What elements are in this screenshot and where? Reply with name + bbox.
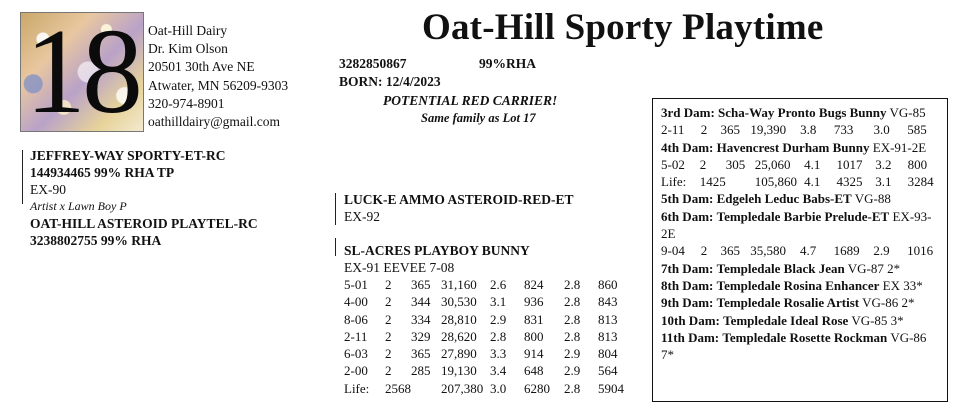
- ancestor-score: VG-88: [854, 191, 891, 207]
- ancestor-records: [661, 121, 941, 138]
- record-cell: 2.8: [564, 294, 581, 310]
- record-cell: 5904: [598, 380, 624, 396]
- record-cell: 1016: [907, 243, 934, 259]
- dam-sire-rule: [335, 193, 336, 225]
- dam-sire-score: EX-92: [344, 209, 380, 224]
- record-cell: 105,860: [754, 174, 797, 190]
- record-cell: 3.0: [873, 122, 890, 138]
- dam-score: EX-91 EEVEE 7-08: [344, 260, 455, 275]
- record-cell: 5-02: [661, 156, 685, 172]
- ancestor-dam: [661, 208, 941, 243]
- record-cell: 843: [598, 294, 618, 310]
- record-cell: 19,130: [441, 363, 477, 379]
- record-cell: 2568: [385, 380, 411, 396]
- record-cell: 329: [411, 328, 431, 344]
- record-cell: 3.4: [490, 363, 507, 379]
- record-cell: [411, 380, 441, 397]
- record-cell: 28,620: [441, 328, 477, 344]
- record-cell: 3284: [907, 174, 934, 190]
- sire-pedigree: Artist x Lawn Boy P: [30, 199, 127, 213]
- record-cell: 19,390: [750, 122, 787, 138]
- record-cell: 800: [524, 328, 544, 344]
- red-carrier-note: POTENTIAL RED CARRIER!: [383, 93, 558, 108]
- record-cell: 1425: [699, 174, 726, 190]
- record-cell: 334: [411, 311, 431, 327]
- farm-name: Oat-Hill Dairy: [148, 23, 228, 38]
- lot-number-badge: [20, 12, 144, 132]
- record-cell: 35,580: [750, 243, 786, 259]
- record-cell: 5-01: [344, 277, 368, 292]
- record-cell: 2: [385, 363, 392, 379]
- rha-percent: 99%RHA: [479, 56, 536, 71]
- ancestor-score: EX-93-2E: [661, 208, 932, 242]
- ancestor-label: 10th Dam:: [661, 312, 720, 328]
- record-cell: 2.6: [490, 277, 507, 292]
- record-cell: 365: [720, 122, 741, 138]
- record-cell: 3.1: [490, 294, 507, 310]
- record-cell: 2: [385, 294, 392, 310]
- record-cell: 207,380: [441, 380, 484, 396]
- record-cell: 1017: [836, 156, 863, 172]
- sire-name: JEFFREY-WAY SPORTY-ET-RC: [30, 148, 226, 163]
- record-cell: 564: [598, 363, 618, 379]
- ancestor-label: 7th Dam:: [661, 260, 714, 276]
- ancestor-label: 4th Dam:: [661, 139, 714, 155]
- record-cell: 585: [907, 122, 927, 138]
- record-cell: 2: [699, 156, 707, 172]
- record-cell: 936: [524, 294, 544, 310]
- sire-rule: [22, 150, 23, 204]
- record-row: [344, 362, 628, 379]
- ancestor-dam: [661, 104, 941, 121]
- ancestor-score: EX-91-2E: [872, 139, 927, 155]
- record-cell: 2-00: [344, 363, 368, 379]
- ancestor-label: 9th Dam:: [661, 295, 714, 311]
- record-row: [344, 276, 628, 293]
- ancestor-name: Scha-Way Pronto Bugs Bunny: [718, 105, 887, 120]
- record-cell: 2.9: [564, 363, 581, 379]
- record-cell: 813: [598, 311, 618, 327]
- record-cell: 2: [700, 243, 708, 259]
- consignor-contact: [148, 22, 288, 131]
- ancestor-name: Edgeleh Leduc Babs-ET: [716, 191, 852, 207]
- record-cell: 285: [411, 363, 431, 379]
- record-cell: 2.8: [564, 380, 581, 396]
- sire-block: [30, 147, 258, 249]
- family-note: Same family as Lot 17: [421, 111, 536, 125]
- sire-dam-reg: 3238802755 99% RHA: [30, 233, 162, 248]
- dam-production-records: [344, 276, 628, 397]
- record-cell: 28,810: [441, 311, 477, 327]
- animal-name-title: Oat-Hill Sporty Playtime: [422, 7, 824, 48]
- record-row: [344, 311, 628, 328]
- record-cell: 8-06: [344, 311, 368, 327]
- ancestor-name: Templedale Black Jean: [716, 260, 845, 276]
- record-cell: 2: [385, 328, 392, 344]
- record-cell: 9-04: [661, 243, 685, 259]
- ancestor-name: Havencrest Durham Bunny: [716, 139, 870, 155]
- ancestor-dam: [661, 277, 941, 294]
- ancestor-name: Templedale Ideal Rose: [723, 312, 849, 328]
- record-cell: 31,160: [441, 277, 477, 292]
- record-cell: 3.3: [490, 346, 507, 362]
- record-cell: 914: [524, 346, 544, 362]
- ancestor-score: VG-86 7*: [661, 329, 927, 363]
- ancestor-score: VG-85: [889, 105, 926, 120]
- record-cell: 3.8: [800, 122, 817, 138]
- record-cell: 2.8: [564, 311, 581, 327]
- record-cell: 2.9: [873, 243, 890, 259]
- record-cell: 4-00: [344, 294, 368, 310]
- record-cell: 1689: [833, 243, 860, 259]
- dam-rule: [335, 238, 336, 256]
- record-cell: Life:: [661, 174, 687, 190]
- maternal-ancestry-box: [652, 98, 948, 402]
- record-cell: 2-11: [344, 328, 368, 344]
- ancestor-score: EX 33*: [882, 277, 923, 293]
- record-cell: 800: [907, 156, 928, 172]
- email-address[interactable]: oathilldairy@gmail.com: [148, 114, 281, 130]
- record-cell: 2.8: [564, 277, 581, 292]
- record-cell: 648: [524, 363, 544, 379]
- ancestor-dam: [661, 139, 941, 156]
- dam-sire-block: [344, 191, 574, 225]
- record-cell: 4325: [836, 174, 863, 190]
- record-cell: 3.0: [490, 380, 507, 396]
- ancestor-label: 6th Dam:: [661, 208, 714, 224]
- record-cell: 2: [385, 277, 392, 292]
- ancestor-label: 11th Dam:: [661, 329, 720, 345]
- record-cell: 30,530: [441, 294, 477, 310]
- ancestor-name: Templedale Rosette Rockman: [722, 329, 888, 345]
- record-cell: 365: [720, 243, 740, 259]
- record-cell: 2: [385, 311, 392, 327]
- dam-name: SL-ACRES PLAYBOY BUNNY: [344, 243, 530, 258]
- lot-number: 18: [25, 12, 139, 132]
- record-cell: 27,890: [441, 346, 477, 362]
- ancestor-score: VG-86 2*: [862, 295, 915, 311]
- record-row: [661, 156, 941, 173]
- record-row: [344, 293, 628, 310]
- record-cell: 2: [385, 346, 392, 362]
- record-cell: 4.1: [804, 156, 821, 172]
- record-cell: 365: [411, 277, 431, 292]
- record-cell: 2.9: [490, 311, 507, 327]
- record-cell: 831: [524, 311, 544, 327]
- ancestor-name: Templedale Barbie Prelude-ET: [716, 208, 890, 224]
- record-cell: [726, 173, 755, 190]
- record-cell: 305: [725, 156, 746, 172]
- ancestor-score: VG-85 3*: [851, 312, 904, 328]
- record-cell: 804: [598, 346, 618, 362]
- record-cell: 6280: [524, 380, 550, 396]
- record-cell: 2.9: [564, 346, 581, 362]
- ancestor-records: [661, 156, 941, 191]
- ancestor-name: Templedale Rosina Enhancer: [716, 277, 880, 293]
- dam-block: [344, 242, 628, 397]
- record-row: [661, 173, 941, 190]
- record-cell: 4.7: [799, 243, 817, 259]
- ancestor-label: 5th Dam:: [661, 191, 714, 207]
- record-row: [661, 242, 941, 259]
- record-cell: 365: [411, 346, 431, 362]
- record-row: [661, 121, 941, 138]
- birth-date: BORN: 12/4/2023: [339, 74, 441, 89]
- ancestor-label: 3rd Dam:: [661, 105, 715, 120]
- registration-number: 3282850867: [339, 56, 407, 71]
- city-state-zip: Atwater, MN 56209-9303: [148, 77, 289, 93]
- ancestor-dam: [661, 329, 941, 364]
- ancestor-dam: [661, 190, 941, 207]
- dam-sire-name: LUCK-E AMMO ASTEROID-RED-ET: [344, 192, 574, 207]
- ancestor-name: Templedale Rosalie Artist: [716, 295, 860, 311]
- record-cell: 25,060: [754, 156, 791, 172]
- street-address: 20501 30th Ave NE: [148, 59, 255, 75]
- record-cell: 2.8: [490, 328, 507, 344]
- record-row: [344, 380, 628, 397]
- ancestor-label: 8th Dam:: [661, 277, 714, 293]
- record-cell: 860: [598, 277, 618, 292]
- record-cell: 344: [411, 294, 431, 310]
- record-cell: 6-03: [344, 346, 368, 362]
- record-cell: Life:: [344, 380, 370, 396]
- record-row: [344, 345, 628, 362]
- record-row: [344, 328, 628, 345]
- ancestor-dam: [661, 294, 941, 311]
- record-cell: 2-11: [661, 122, 685, 138]
- sire-score: EX-90: [30, 182, 66, 197]
- phone-number: 320-974-8901: [148, 95, 225, 111]
- owner-name: Dr. Kim Olson: [148, 41, 228, 57]
- record-cell: 2.8: [564, 328, 581, 344]
- record-cell: 3.2: [875, 156, 892, 172]
- sire-dam-name: OAT-HILL ASTEROID PLAYTEL-RC: [30, 216, 258, 231]
- ancestor-dam: [661, 260, 941, 277]
- record-cell: 813: [598, 328, 618, 344]
- ancestor-records: [661, 242, 941, 259]
- record-cell: 733: [833, 122, 854, 138]
- ancestor-dam: [661, 312, 941, 329]
- record-cell: 2: [700, 122, 708, 138]
- record-cell: 4.1: [804, 174, 821, 190]
- sire-reg: 144934465 99% RHA TP: [30, 165, 175, 180]
- record-cell: 824: [524, 277, 544, 292]
- record-cell: 3.1: [875, 174, 892, 190]
- ancestor-score: VG-87 2*: [847, 260, 901, 276]
